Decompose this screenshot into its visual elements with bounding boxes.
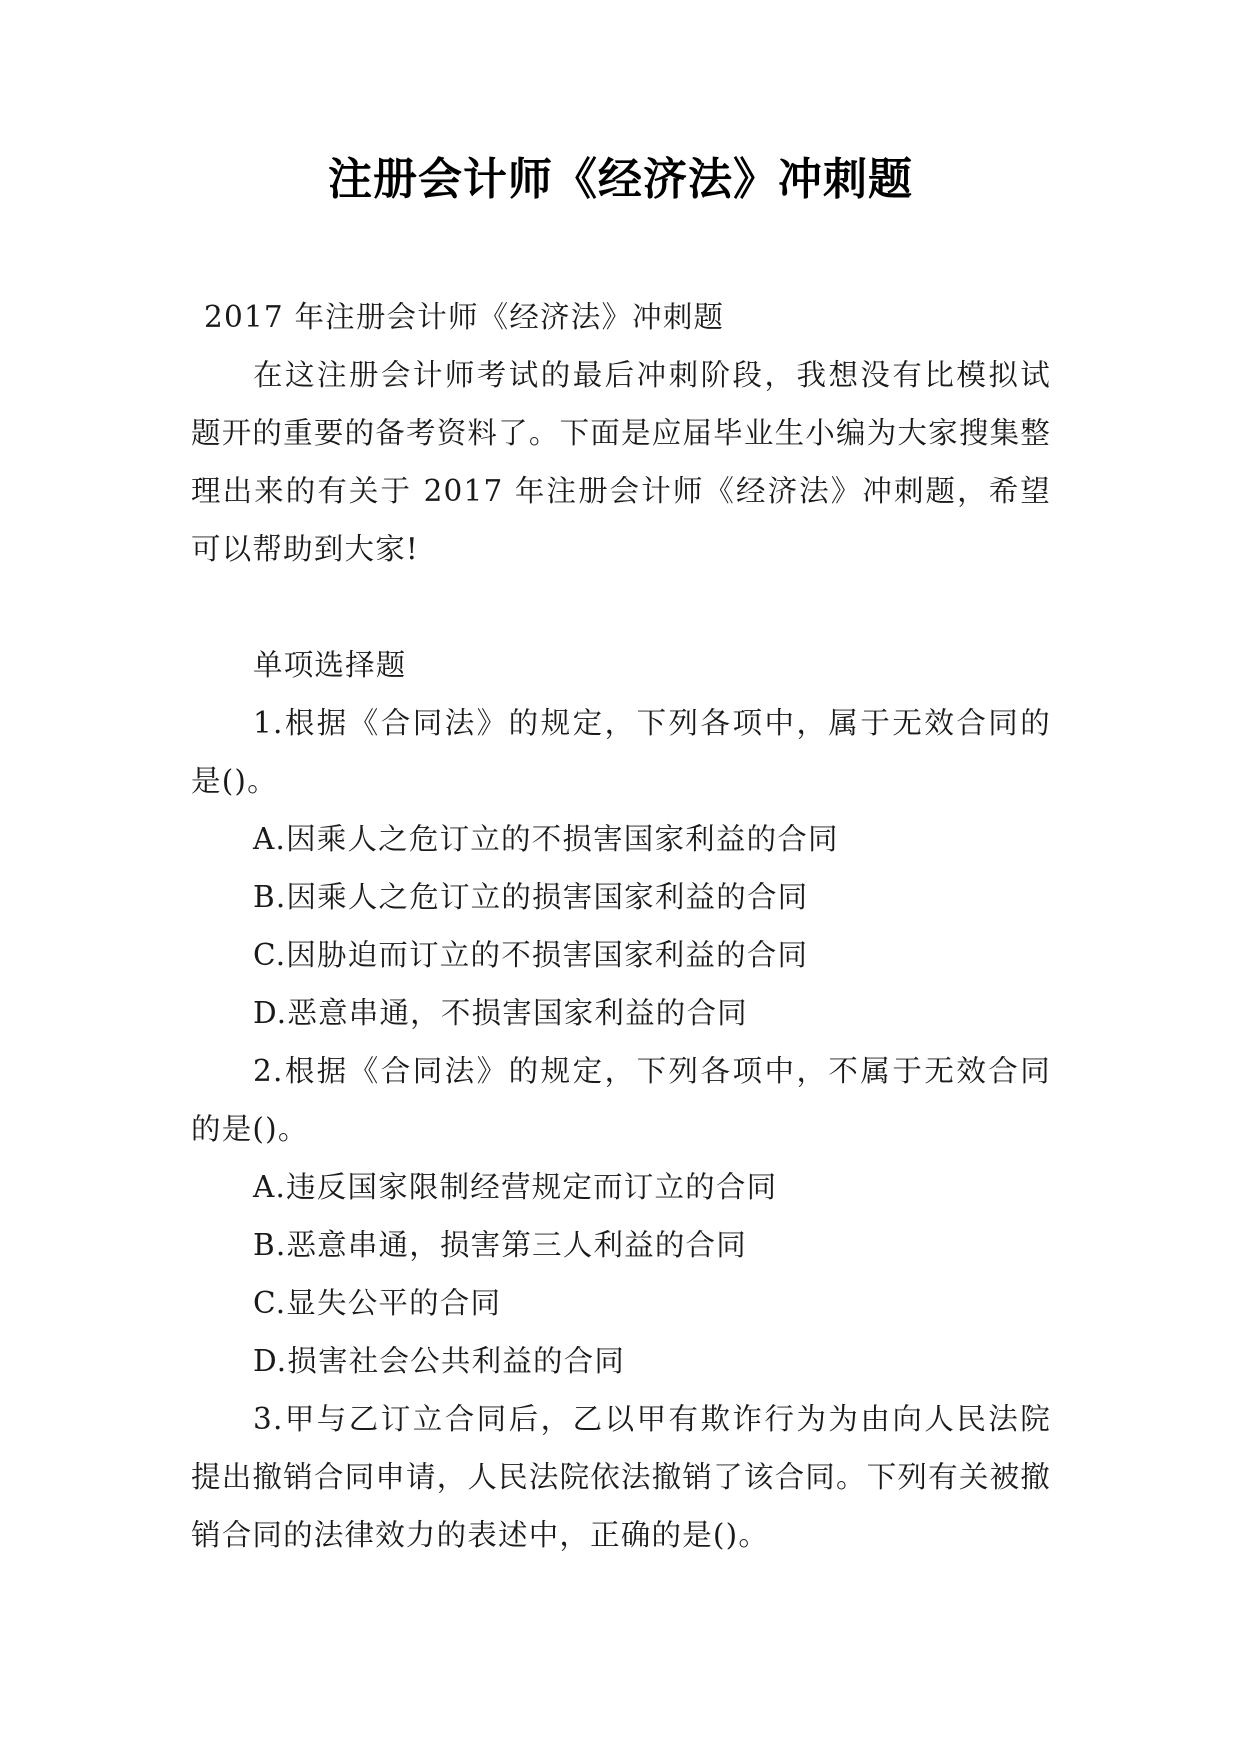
question-option: D.恶意串通，不损害国家利益的合同	[253, 996, 748, 1030]
question-option: C.显失公平的合同	[253, 1286, 502, 1320]
question-stem: 3.甲与乙订立合同后，乙以甲有欺诈行为为由向人民法院提出撤销合同申请，人民法院依法撤销了该合同。下列有关被撤销合同的法律效力的表述中，正确的是()。	[191, 1402, 1051, 1552]
question-option: C.因胁迫而订立的不损害国家利益的合同	[253, 938, 809, 972]
document-body	[191, 288, 1051, 1564]
document-title: 注册会计师《经济法》冲刺题	[328, 154, 913, 205]
question-stem: 1.根据《合同法》的规定，下列各项中，属于无效合同的是()。	[191, 706, 1051, 798]
question-option: A.违反国家限制经营规定而订立的合同	[253, 1170, 778, 1204]
question-stem: 2.根据《合同法》的规定，下列各项中，不属于无效合同的是()。	[191, 1054, 1051, 1146]
paragraph-spacer	[191, 578, 1051, 636]
question-option: D.损害社会公共利益的合同	[253, 1344, 626, 1378]
intro-paragraph: 在这注册会计师考试的最后冲刺阶段，我想没有比模拟试题开的重要的备考资料了。下面是应届毕业生小编为大家搜集整理出来的有关于 2017 年注册会计师《经济法》冲刺题，希望可以帮助到大家!	[191, 358, 1051, 566]
question-option: A.因乘人之危订立的不损害国家利益的合同	[253, 822, 839, 856]
question-option: B.恶意串通，损害第三人利益的合同	[253, 1228, 747, 1262]
section-heading: 单项选择题	[253, 648, 407, 682]
document-subtitle: 2017 年注册会计师《经济法》冲刺题	[204, 300, 725, 334]
question-option: B.因乘人之危订立的损害国家利益的合同	[253, 880, 809, 914]
